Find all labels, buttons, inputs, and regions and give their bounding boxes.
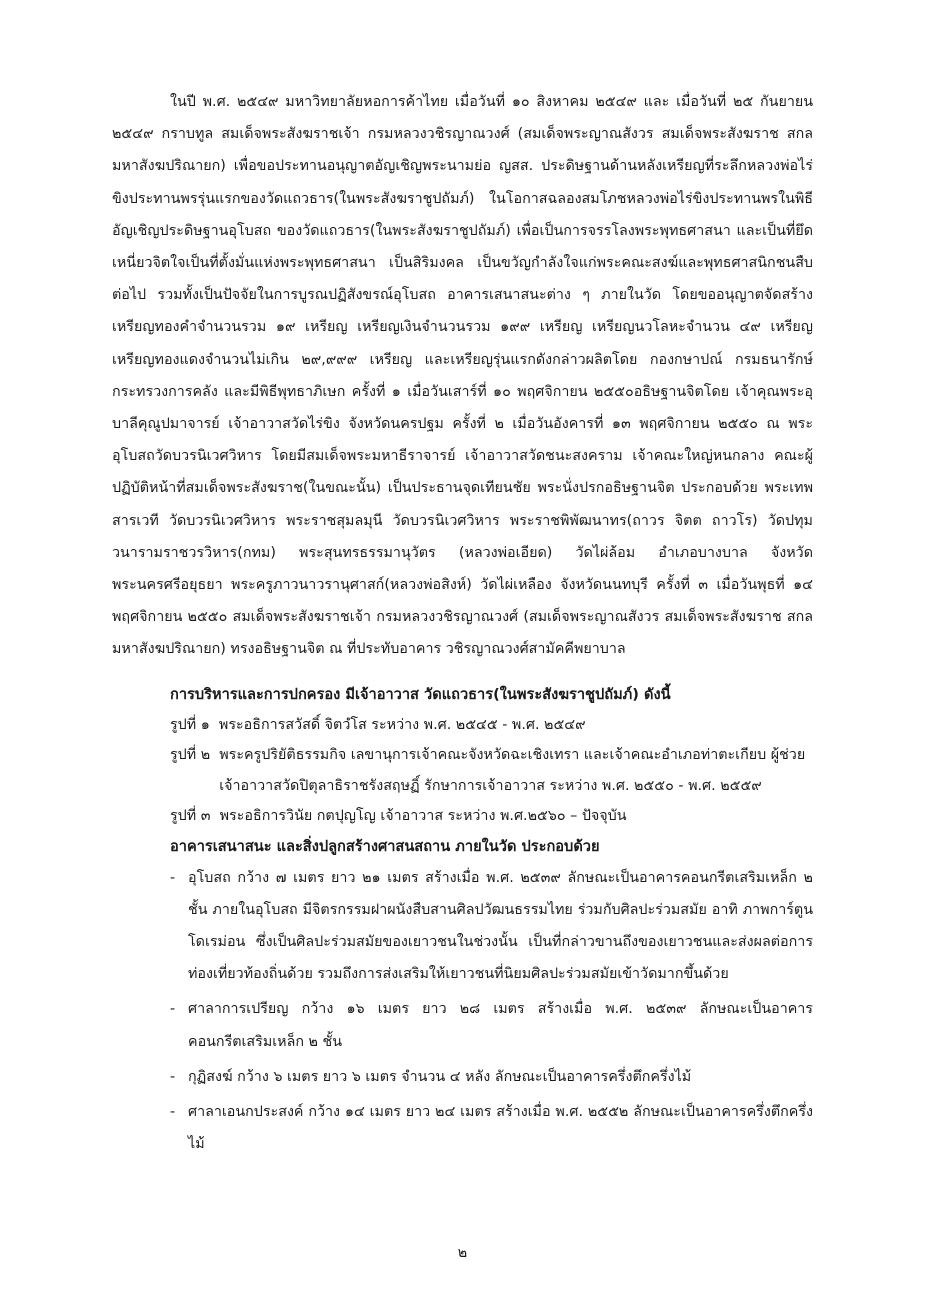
administration-heading: การบริหารและการปกครอง มีเจ้าอาวาส วัดแถวธาร(ในพระสังฆราชูปถัมภ์) ดังนี้ (170, 685, 671, 703)
building-item (170, 862, 813, 991)
list-dash: - (170, 1104, 176, 1121)
page-number: ๒ (457, 1245, 468, 1261)
abbot-item (170, 710, 813, 741)
building-description: กุฏิสงฆ์ กว้าง ๖ เมตร ยาว ๖ เมตร จำนวน ๔ หลัง ลักษณะเป็นอาคารครึ่งตึกครึ่งไม้ (188, 1068, 692, 1085)
list-dash: - (170, 1068, 176, 1085)
building-description: อุโบสถ กว้าง ๗ เมตร ยาว ๒๑ เมตร สร้างเมื่อ พ.ศ. ๒๕๓๙ ลักษณะเป็นอาคารคอนกรีตเสริมเหล็ก ๒ ชั้น ภายในอุโบสถ มีจิตรกรรมฝาผนังสืบสานศิลปวัฒนธรรมไทย ร่วมกับศิลปะร่วมสมัย อาทิ ภาพการ์ตูนโดเรม่อน ซึ่งเป็นศิลปะร่วมสมัยของเยาวชนในช่วงนั้น เป็นที่กล่าวขานถึงของเยาวชนและส่งผลต่อการท่องเที่ยวท้องถิ่นด้วย รวมถึงการส่งเสริมให้เยาวชนที่นิยมศิลปะร่วมสมัยเข้าวัดมากขึ้นด้วย (188, 869, 813, 983)
abbot-item (170, 740, 813, 801)
buildings-list (170, 862, 813, 1161)
abbot-description: พระอธิการสวัสดิ์ จิตวํโส ระหว่าง พ.ศ. ๒๕๔๕ - พ.ศ. ๒๕๔๙ (218, 716, 586, 733)
buildings-heading: อาคารเสนาสนะ และสิ่งปลูกสร้างศาสนสถาน ภายในวัด ประกอบด้วย (170, 837, 600, 855)
list-dash: - (170, 869, 176, 886)
abbot-item (170, 801, 813, 832)
abbot-number: รูปที่ ๓ (170, 808, 220, 825)
building-item (170, 1061, 813, 1093)
building-description: ศาลาการเปรียญ กว้าง ๑๖ เมตร ยาว ๒๘ เมตร สร้างเมื่อ พ.ศ. ๒๕๓๙ ลักษณะเป็นอาคารคอนกรีตเสริมเหล็ก ๒ ชั้น (188, 1001, 813, 1050)
abbot-number: รูปที่ ๑ (170, 716, 219, 733)
building-item (170, 993, 813, 1057)
building-item (170, 1096, 813, 1160)
building-description: ศาลาเอนกประสงค์ กว้าง ๑๔ เมตร ยาว ๒๔ เมตร สร้างเมื่อ พ.ศ. ๒๕๕๒ ลักษณะเป็นอาคารครึ่งตึกครึ่งไม้ (188, 1104, 813, 1153)
list-dash: - (170, 1001, 176, 1018)
abbot-list (170, 710, 813, 832)
intro-paragraph: ในปี พ.ศ. ๒๕๔๙ มหาวิทยาลัยหอการค้าไทย เมื่อวันที่ ๑๐ สิงหาคม ๒๕๔๙ และ เมื่อวันที่ ๒๕ กันยายน ๒๕๔๙ กราบทูล สมเด็จพระสังฆราชเจ้า กรมหลวงวชิรญาณวงศ์ (สมเด็จพระญาณสังวร สมเด็จพระสังฆราช สกลมหาสังฆปริณายก) เพื่อขอประทานอนุญาตอัญเชิญพระนามย่อ ญสส. ประดิษฐานด้านหลังเหรียญที่ระลึกหลวงพ่อไร่ขิงประทานพรรุ่นแรกของวัดแถวธาร(ในพระสังฆราชูปถัมภ์) ในโอกาสฉลองสมโภชหลวงพ่อไร่ขิงประทานพรในพิธีอัญเชิญประดิษฐานอุโบสถ ของวัดแถวธาร(ในพระสังฆราชูปถัมภ์) เพื่อเป็นการจรรโลงพระพุทธศาสนา และเป็นที่ยึดเหนี่ยวจิตใจเป็นที่ตั้งมั่นแห่งพระพุทธศาสนา เป็นสิริมงคล เป็นขวัญกำลังใจแก่พระคณะสงฆ์และพุทธศาสนิกชนสืบต่อไป รวมทั้งเป็นปัจจัยในการบูรณปฏิสังขรณ์อุโบสถ อาคารเสนาสนะต่าง ๆ ภายในวัด โดยขออนุญาตจัดสร้างเหรียญทองคำจำนวนรวม ๑๙ เหรียญ เหรียญเงินจำนวนรวม ๑๙๙ เหรียญ เหรียญนวโลหะจำนวน ๔๙ เหรียญ เหรียญทองแดงจำนวนไม่เกิน ๒๙,๙๙๙ เหรียญ และเหรียญรุ่นแรกดังกล่าวผลิตโดย กองกษาปณ์ กรมธนารักษ์ กระทรวงการคลัง และมีพิธีพุทธาภิเษก ครั้งที่ ๑ เมื่อวันเสาร์ที่ ๑๐ พฤศจิกายน ๒๕๕๐อธิษฐานจิตโดย เจ้าคุณพระอุบาลีคุณูปมาจารย์ เจ้าอาวาสวัดไร่ขิง จังหวัดนครปฐม ครั้งที่ ๒ เมื่อวันอังคารที่ ๑๓ พฤศจิกายน ๒๕๕๐ ณ พระอุโบสถวัดบวรนิเวศวิหาร โดยมีสมเด็จพระมหาธีราจารย์ เจ้าอาวาสวัดชนะสงคราม เจ้าคณะใหญ่หนกลาง คณะผู้ปฏิบัติหน้าที่สมเด็จพระสังฆราช(ในขณะนั้น) เป็นประธานจุดเทียนชัย พระนั่งปรกอธิษฐานจิต ประกอบด้วย พระเทพสารเวที วัดบวรนิเวศวิหาร พระราชสุมลมุนี วัดบวรนิเวศวิหาร พระราชพิพัฒนาทร(ถาวร จิตต ถาวโร) วัดปทุมวนารามราชวรวิหาร(กทม) พระสุนทรธรรมานุวัตร (หลวงพ่อเอียด) วัดไผ่ล้อม อำเภอบางบาล จังหวัดพระนครศรีอยุธยา พระครูภาวนาวรานุศาสก์(หลวงพ่อสิงห์) วัดไผ่เหลือง จังหวัดนนทบุรี ครั้งที่ ๓ เมื่อวันพุธที่ ๑๔ พฤศจิกายน ๒๕๕๐ สมเด็จพระสังฆราชเจ้า กรมหลวงวชิรญาณวงศ์ (สมเด็จพระญาณสังวร สมเด็จพระสังฆราช สกลมหาสังฆปริณายก) ทรงอธิษฐานจิต ณ ที่ประทับอาคาร วชิรญาณวงศ์สามัคคีพยาบาล (112, 94, 813, 658)
abbot-number: รูปที่ ๒ (170, 747, 220, 764)
abbot-description: พระอธิการวินัย กตปุญโญ เจ้าอาวาส ระหว่าง พ.ศ.๒๕๖๐ – ปัจจุบัน (219, 808, 627, 825)
abbot-description: พระครูปริยัติธรรมกิจ เลขานุการเจ้าคณะจังหวัดฉะเชิงเทรา และเจ้าคณะอำเภอท่าตะเกียบ ผู้ช่วยเจ้าอาวาสวัดปิตุลาธิราชรังสฤษฏิ์ รักษาการเจ้าอาวาส ระหว่าง พ.ศ. ๒๕๕๐ - พ.ศ. ๒๕๕๙ (219, 747, 806, 794)
